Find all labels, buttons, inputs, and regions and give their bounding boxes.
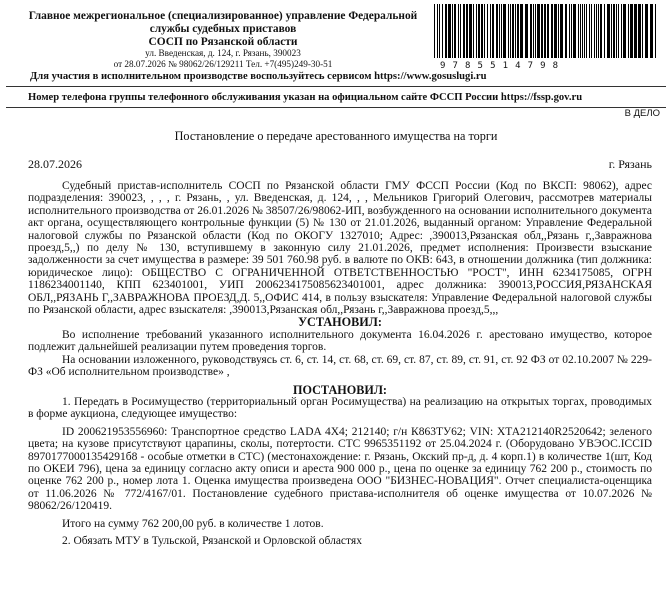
- phone-service-note: Номер телефона группы телефонного обслуживания указан на официальном сайте ФССП России https://fssp.gov.ru: [28, 92, 583, 103]
- total-line: Итого на сумму 762 200,00 руб. в количестве 1 лотов.: [62, 517, 324, 530]
- gosuslugi-note: Для участия в исполнительном производстве воспользуйтесь сервисом https://www.gosuslugi.ru: [30, 71, 487, 82]
- divider: [6, 86, 666, 87]
- established-paragraph-1: Во исполнение требований указанного исполнительного документа 16.04.2026 г. арестовано имущество, которое подлежит дальнейшей реализации путем проведения торгов.: [28, 328, 652, 354]
- agency-line-1: Главное межрегиональное (специализированное) управление Федеральной: [28, 10, 418, 22]
- established-paragraph-2: На основании изложенного, руководствуясь ст. 6, ст. 14, ст. 68, ст. 69, ст. 87, ст. 89, ст. 91, ст. 92 ФЗ от 02.10.2007 № 229-ФЗ «Об исполнительном производстве» ,: [28, 353, 652, 379]
- resolved-heading: ПОСТАНОВИЛ:: [293, 382, 387, 397]
- document-body: [28, 180, 652, 549]
- intro-paragraph: Судебный пристав-исполнитель СОСП по Рязанской области ГМУ ФССП России (Код по ВКСП: 98062), адрес подразделения: 390023, , , , г. Рязань, , ул. Введенская, д. 124, , , Мельников Григорий Олегович, рассмотрев материалы исполнительного производства от 26.01.2026 № 38507/26/98062-ИП, возбужденного на основании исполнительного документа акт органа, осуществляющего контрольные функции (5) № 130 от 21.01.2026, выданный органом: Управление Федеральной налоговой службы по Рязанской области (Код по ОКОГУ 1327010; Адрес: ,390013,Рязанская обл,,Рязань г,,Завражнова проезд,5,,) по делу № 130, вступившему в законную силу 21.01.2026, предмет исполнения: Произвести взыскание задолженности за счет имущества в размере: 39 501 760.98 руб. в валюте по ОКВ: 643, в отношении должника (тип должника: юридическое лицо): ОБЩЕСТВО С ОГРАНИЧЕННОЙ ОТВЕТСТВЕННОСТЬЮ "РОСТ", ИНН 6234175085, ОГРН 1186234001140, КПП 623401001, УИП 2006234175085623401001, адрес должника: 390013,РОССИЯ,РЯЗАНСКАЯ ОБЛ,,РЯЗАНЬ Г,,ЗАВРАЖНОВА ПРОЕЗД,Д. 5,,ОФИС 414, в пользу взыскателя: Управление Федеральной налоговой службы по Рязанской области, адрес взыскателя: ,390013,Рязанская обл,,Рязань г,,Завражнова проезд,5,,,: [28, 180, 652, 317]
- document-date: 28.07.2026: [28, 157, 82, 171]
- v-delo-stamp: В ДЕЛО: [624, 108, 660, 119]
- agency-line-2: службы судебных приставов: [149, 22, 297, 35]
- established-heading: УСТАНОВИЛ:: [298, 315, 382, 330]
- document-title: Постановление о передаче арестованного имущества на торги: [174, 129, 498, 143]
- barcode-graphic: [432, 4, 660, 58]
- agency-header: [28, 10, 418, 69]
- document-city: г. Рязань: [608, 157, 652, 171]
- barcode-digits: 9785514798: [440, 61, 566, 71]
- divider: [6, 107, 666, 108]
- agency-address: ул. Введенская, д. 124, г. Рязань, 390023: [145, 48, 301, 59]
- department-name: СОСП по Рязанской области: [148, 35, 298, 48]
- property-item-paragraph: ID 200621953556960: Транспортное средство LADA 4X4; 212140; г/н К863ТУ62; VIN: ХТА212140R2520642; зеленого цвета; на кузове присутствуют царапины, сколы, потертости. СТС 9965351192 от 25.04.2024 г. (Оборудовано УВЭОС.ICCID 89701770001354291б8 - особые отметки в СТС) (местонахождение: г. Рязань, Окский пр-д, д. 4 корп.1) в количестве 1(шт, Код по ОКЕИ 796), цена за единицу согласно акту описи и ареста 900 000 р., цена по оценке за единицу 762 200 р., стоимость по оценке 762 200 р., номер лота 1. Оценка имущества произведена ООО "БИЗНЕС-НОВАЦИЯ". Отчет специалиста-оценщика от 11.06.2026 № 772/4167/01. Постановление судебного пристава-исполнителя об оценке имущества от 10.07.2026 № 98062/26/120419.: [28, 425, 652, 513]
- resolved-paragraph-1: 1. Передать в Росимущество (территориальный орган Росимущества) на реализацию на открытых торгах, проводимых в форме аукциона, следующее имущество:: [28, 395, 652, 421]
- document-reference: от 28.07.2026 № 98062/26/129211 Тел. +7(495)249-30-51: [113, 58, 333, 69]
- cut-off-line: 2. Обязать МТУ в Тульской, Рязанской и Орловской областях: [62, 534, 362, 547]
